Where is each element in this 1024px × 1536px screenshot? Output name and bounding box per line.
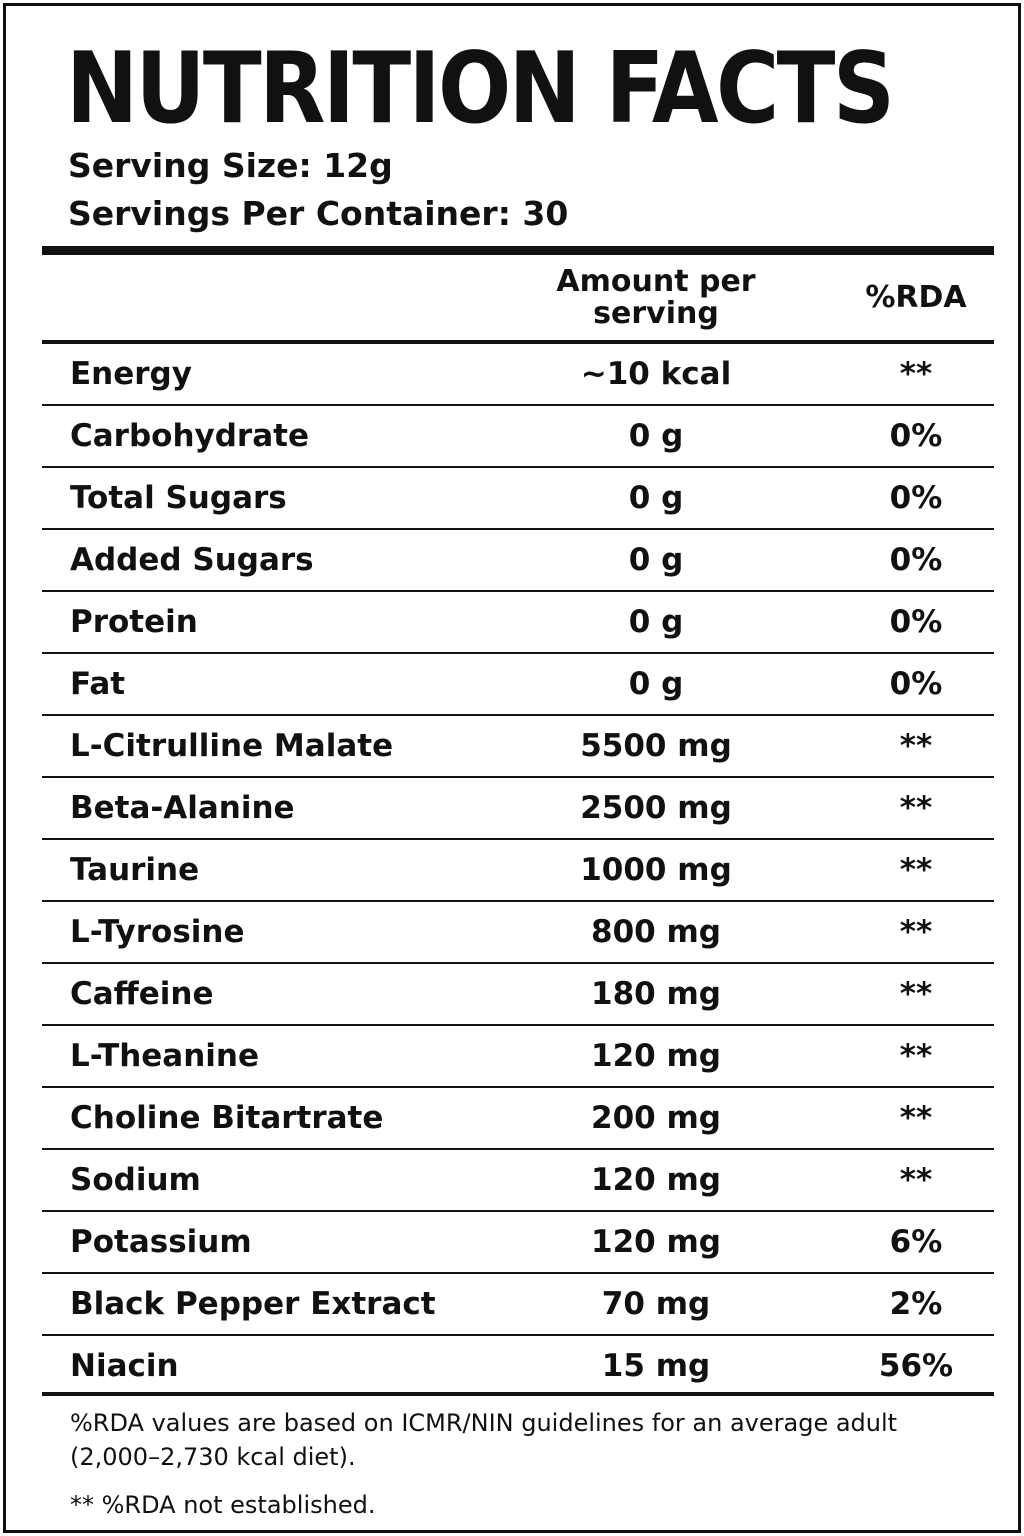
table-row — [42, 964, 994, 1026]
nutrient-name: Carbohydrate — [70, 418, 309, 454]
rda-value: ** — [899, 1100, 933, 1136]
table-row — [42, 1212, 994, 1274]
table-row — [42, 902, 994, 964]
nutrient-name: Choline Bitartrate — [70, 1100, 384, 1136]
label-title: NUTRITION FACTS — [66, 32, 893, 146]
rda-value: ** — [899, 1162, 933, 1198]
amount-per-serving: 120 mg — [591, 1224, 721, 1260]
thick-divider — [42, 246, 994, 255]
nutrient-name: Taurine — [70, 852, 200, 888]
column-header-amount: Amount per serving — [556, 264, 756, 331]
table-row — [42, 592, 994, 654]
amount-per-serving: 2500 mg — [580, 790, 732, 826]
amount-per-serving: 0 g — [628, 480, 684, 516]
table-row — [42, 530, 994, 592]
table-row — [42, 1150, 994, 1212]
amount-per-serving: 0 g — [628, 418, 684, 454]
nutrient-name: L-Tyrosine — [70, 914, 245, 950]
table-row — [42, 778, 994, 840]
amount-per-serving: 180 mg — [591, 976, 721, 1012]
footnote-not-established: ** %RDA not established. — [70, 1491, 376, 1519]
table-row — [42, 468, 994, 530]
amount-per-serving: 70 mg — [601, 1286, 711, 1322]
table-row — [42, 1274, 994, 1336]
table-row — [42, 406, 994, 468]
table-row — [42, 654, 994, 716]
nutrient-name: Added Sugars — [70, 542, 314, 578]
nutrient-name: Caffeine — [70, 976, 214, 1012]
amount-per-serving: 120 mg — [591, 1162, 721, 1198]
footnote-rda-basis: %RDA values are based on ICMR/NIN guidelines for an average adult (2,000–2,730 kcal diet). — [70, 1409, 898, 1471]
amount-per-serving: 120 mg — [591, 1038, 721, 1074]
nutrient-name: Potassium — [70, 1224, 252, 1260]
rda-value: 0% — [889, 480, 943, 516]
rda-value: ** — [899, 1038, 933, 1074]
rda-value: ** — [899, 728, 933, 764]
amount-per-serving: 5500 mg — [580, 728, 732, 764]
nutrient-name: Protein — [70, 604, 198, 640]
nutrient-name: Energy — [70, 356, 192, 392]
amount-per-serving: 0 g — [628, 542, 684, 578]
nutrient-table — [42, 344, 994, 1396]
serving-size: Serving Size: 12g — [68, 146, 393, 185]
rda-value: 2% — [889, 1286, 943, 1322]
rda-value: 0% — [889, 418, 943, 454]
rda-value: 0% — [889, 666, 943, 702]
table-row — [42, 1088, 994, 1150]
rda-value: ** — [899, 976, 933, 1012]
nutrient-name: Niacin — [70, 1348, 179, 1384]
nutrient-name: Fat — [70, 666, 126, 702]
amount-per-serving: 800 mg — [591, 914, 721, 950]
amount-per-serving: ~10 kcal — [580, 356, 732, 392]
nutrient-name: L-Theanine — [70, 1038, 260, 1074]
nutrient-name: Total Sugars — [70, 480, 287, 516]
column-header-rda: %RDA — [865, 280, 967, 315]
servings-per-container: Servings Per Container: 30 — [68, 194, 569, 233]
amount-per-serving: 200 mg — [591, 1100, 721, 1136]
rda-value: ** — [899, 356, 933, 392]
table-row — [42, 1026, 994, 1088]
rda-value: ** — [899, 914, 933, 950]
amount-per-serving: 0 g — [628, 604, 684, 640]
table-row — [42, 840, 994, 902]
nutrient-name: Sodium — [70, 1162, 201, 1198]
amount-per-serving: 15 mg — [601, 1348, 711, 1384]
rda-value: 0% — [889, 604, 943, 640]
nutrient-name: Black Pepper Extract — [70, 1286, 436, 1322]
rda-value: 0% — [889, 542, 943, 578]
amount-per-serving: 1000 mg — [580, 852, 732, 888]
table-row — [42, 344, 994, 406]
table-row — [42, 716, 994, 778]
rda-value: ** — [899, 852, 933, 888]
rda-value: ** — [899, 790, 933, 826]
rda-value: 56% — [878, 1348, 954, 1384]
rda-value: 6% — [889, 1224, 943, 1260]
nutrition-label — [3, 3, 1021, 1533]
table-row — [42, 1336, 994, 1396]
amount-per-serving: 0 g — [628, 666, 684, 702]
nutrient-name: Beta-Alanine — [70, 790, 295, 826]
nutrient-name: L-Citrulline Malate — [70, 728, 394, 764]
bottom-divider — [42, 1392, 994, 1396]
